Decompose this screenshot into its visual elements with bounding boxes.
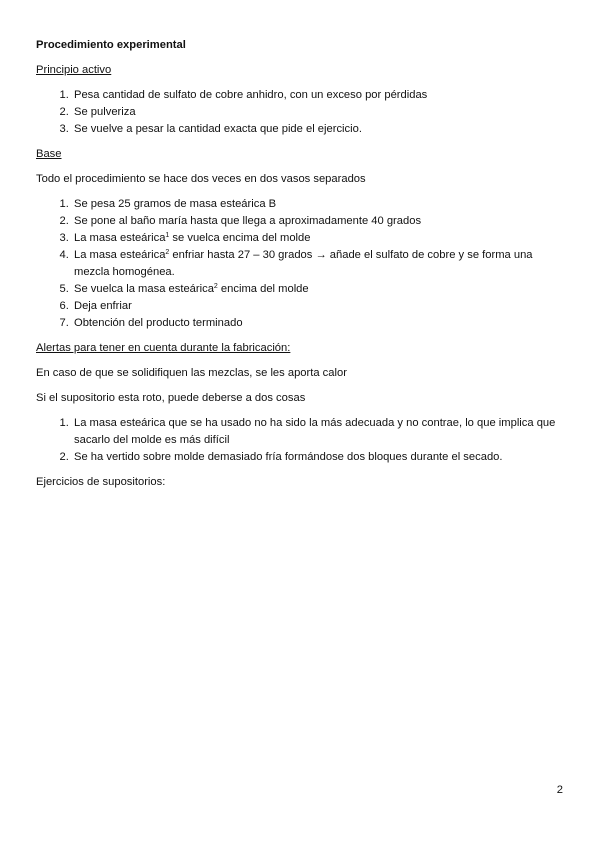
alertas-paragraph-calor: En caso de que se solidifiquen las mezclas, se les aporta calor <box>36 367 347 379</box>
step-text: Se vuelca la masa esteárica <box>74 283 214 295</box>
superscript-marker: 2 <box>213 283 218 290</box>
step-text: Obtención del producto terminado <box>74 317 243 329</box>
section-heading-alertas: Alertas para tener en cuenta durante la fabricación: <box>36 342 291 354</box>
step-text: Se pone al baño maría hasta que llega a aproximadamente 40 grados <box>74 215 422 227</box>
step-text: La masa esteárica <box>74 232 166 244</box>
section-heading-ejercicios: Ejercicios de supositorios: <box>36 476 166 488</box>
list-item: 3. Se vuelve a pesar la cantidad exacta que pide el ejercicio. <box>72 121 556 138</box>
step-text: Se pesa 25 gramos de masa esteárica B <box>74 198 277 210</box>
list-item <box>72 315 556 332</box>
list-item <box>72 230 556 247</box>
superscript-marker: 2 <box>165 249 170 256</box>
section-heading-principio-activo: Principio activo <box>36 64 112 76</box>
page-content <box>36 37 556 499</box>
list-item: 2. Se pulveriza <box>72 104 556 121</box>
list-item: 1. La masa esteárica que se ha usado no ha sido la más adecuada y no contrae, lo que implica que sacarlo del molde es más difícil <box>72 415 556 449</box>
list-item: 2. Se ha vertido sobre molde demasiado fría formándose dos bloques durante el secado. <box>72 449 556 466</box>
document-title: Procedimiento experimental <box>36 39 186 51</box>
base-intro: Todo el procedimiento se hace dos veces en dos vasos separados <box>36 173 366 185</box>
step-text: La masa esteárica <box>74 249 166 261</box>
list-item <box>72 196 556 213</box>
step-text: Deja enfriar <box>74 300 132 312</box>
step-text: encima del molde <box>217 283 309 295</box>
step-text: enfriar hasta 27 – 30 grados → añade el sulfato de cobre y se forma una mezcla homogénea. <box>74 249 533 278</box>
section-heading-base: Base <box>36 148 62 160</box>
list-item <box>72 213 556 230</box>
step-text: se vuelca encima del molde <box>169 232 311 244</box>
superscript-marker: 1 <box>165 232 170 239</box>
base-steps <box>36 196 556 332</box>
alertas-paragraph-roto: Si el supositorio esta roto, puede deberse a dos cosas <box>36 392 306 404</box>
page-number: 2 <box>556 784 563 796</box>
list-item <box>72 298 556 315</box>
alertas-causes <box>36 415 556 466</box>
list-item <box>72 247 556 281</box>
principio-activo-steps <box>36 87 556 138</box>
list-item: 1. Pesa cantidad de sulfato de cobre anhidro, con un exceso por pérdidas <box>72 87 556 104</box>
list-item <box>72 281 556 298</box>
